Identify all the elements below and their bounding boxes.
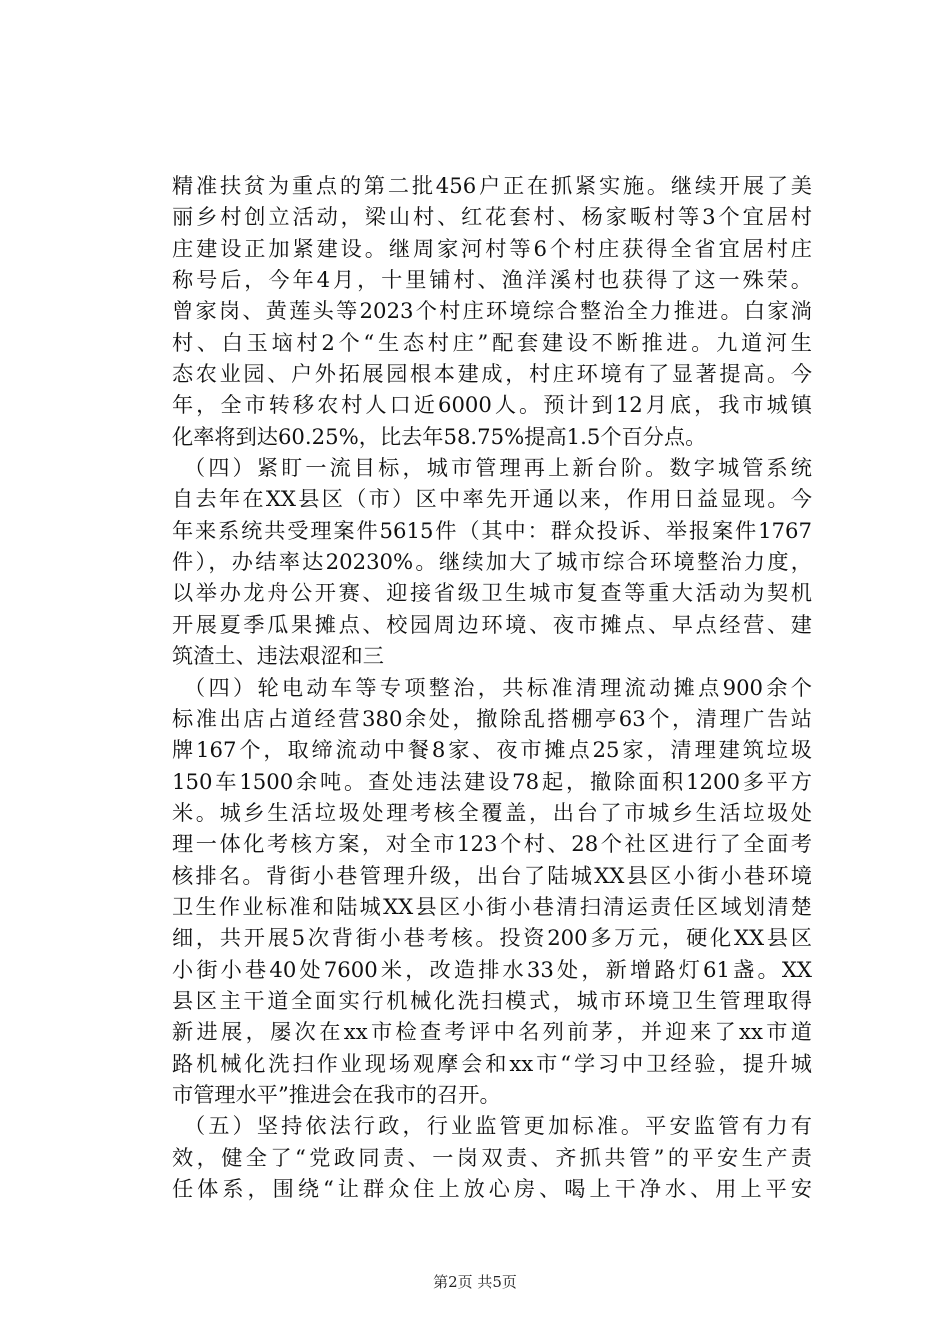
paragraph-start-line: （四）紧盯一流目标，城市管理再上新台阶。数字城管系统 xyxy=(184,455,812,481)
text-line: 年，全市转移农村人口近6000人。预计到12月底，我市城镇 xyxy=(172,392,812,418)
text-line: 效，健全了“党政同责、一岗双责、齐抓共管”的平安生产责 xyxy=(172,1144,812,1170)
text-line: 核排名。背街小巷管理升级，出台了陆城XX县区小街小巷环境 xyxy=(172,862,812,888)
text-line: 新进展，屡次在xx市检查考评中名列前茅，并迎来了xx市道 xyxy=(172,1019,812,1045)
text-line: 筑渣土、违法艰涩和三 xyxy=(172,643,384,669)
text-line: 庄建设正加紧建设。继周家河村等6个村庄获得全省宜居村庄 xyxy=(172,235,812,261)
text-line: 卫生作业标准和陆城XX县区小街小巷清扫清运责任区域划清楚 xyxy=(172,893,812,919)
text-line: 标准出店占道经营380余处，撤除乱搭棚亭63个，清理广告站 xyxy=(172,705,812,731)
text-line: 细，共开展5次背街小巷考核。投资200多万元，硬化XX县区 xyxy=(172,925,812,951)
body-text xyxy=(172,170,812,1204)
text-line: 年来系统共受理案件5615件（其中：群众投诉、举报案件1767 xyxy=(172,517,812,543)
text-line: 县区主干道全面实行机械化洗扫模式，城市环境卫生管理取得 xyxy=(172,987,812,1013)
text-line: 市管理水平”推进会在我市的召开。 xyxy=(172,1081,501,1107)
page-number-footer: 第2页 共5页 xyxy=(433,1273,517,1291)
text-line: 化率将到达60.25%，比去年58.75%提高1.5个百分点。 xyxy=(172,423,707,449)
text-line: 150车1500余吨。查处违法建设78起，撤除面积1200多平方 xyxy=(172,768,812,794)
text-line: 称号后，今年4月，十里铺村、渔洋溪村也获得了这一殊荣。 xyxy=(172,267,812,293)
text-line: 路机械化洗扫作业现场观摩会和xx市“学习中卫经验，提升城 xyxy=(172,1050,812,1076)
text-line: 开展夏季瓜果摊点、校园周边环境、夜市摊点、早点经营、建 xyxy=(172,611,812,637)
paragraph-start-line: （五）坚持依法行政，行业监管更加标准。平安监管有力有 xyxy=(184,1113,812,1139)
text-line: 件），办结率达20230%。继续加大了城市综合环境整治力度， xyxy=(172,549,812,575)
text-line: 小街小巷40处7600米，改造排水33处，新增路灯61盏。XX xyxy=(172,956,812,982)
text-line: 任体系，围绕“让群众住上放心房、喝上干净水、用上平安 xyxy=(172,1176,812,1201)
text-line: 以举办龙舟公开赛、迎接省级卫生城市复查等重大活动为契机 xyxy=(172,580,812,606)
text-line: 丽乡村创立活动，梁山村、红花套村、杨家畈村等3个宜居村 xyxy=(172,204,812,230)
text-line: 精准扶贫为重点的第二批456户正在抓紧实施。继续开展了美 xyxy=(172,173,812,198)
paragraph-start-line: （四）轮电动车等专项整治，共标准清理流动摊点900余个 xyxy=(184,674,812,700)
text-line: 自去年在XX县区（市）区中率先开通以来，作用日益显现。今 xyxy=(172,486,812,512)
text-line: 曾家岗、黄莲头等2023个村庄环境综合整治全力推进。白家淌 xyxy=(172,298,812,324)
text-line: 态农业园、户外拓展园根本建成，村庄环境有了显著提高。今 xyxy=(172,361,812,387)
text-line: 村、白玉垴村2个“生态村庄”配套建设不断推进。九道河生 xyxy=(172,329,812,355)
text-line: 米。城乡生活垃圾处理考核全覆盖，出台了市城乡生活垃圾处 xyxy=(172,799,812,825)
text-line: 理一体化考核方案，对全市123个村、28个社区进行了全面考 xyxy=(172,831,812,857)
text-line: 牌167个，取缔流动中餐8家、夜市摊点25家，清理建筑垃圾 xyxy=(172,737,812,763)
